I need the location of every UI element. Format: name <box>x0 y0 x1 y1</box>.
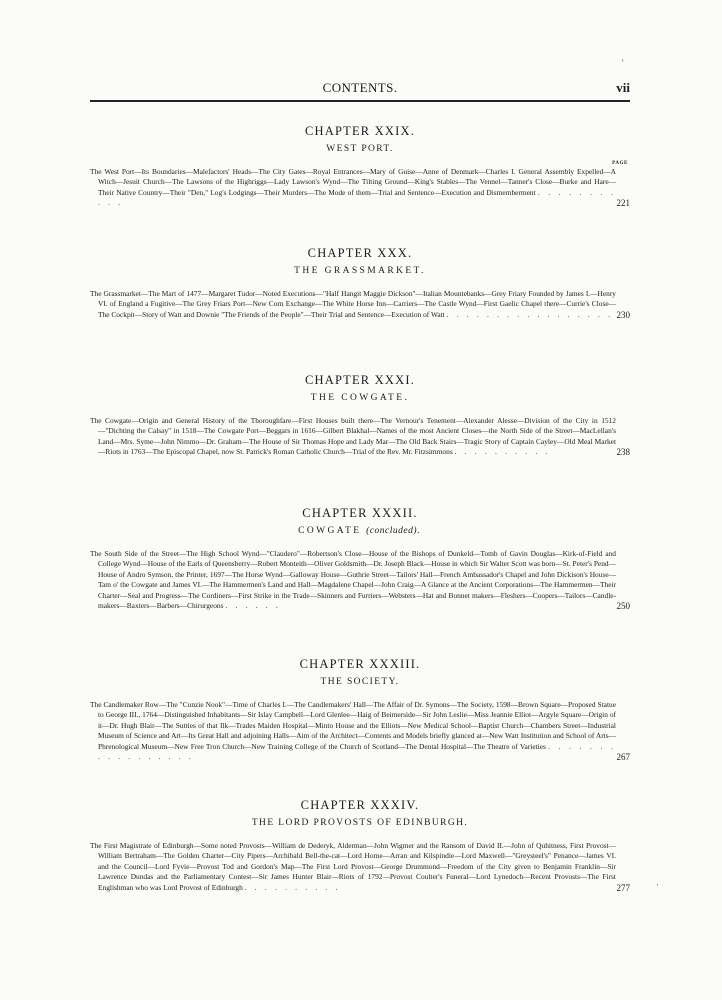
page-number: 267 <box>616 752 630 763</box>
chapter-number: CHAPTER XXXIV. <box>300 798 420 812</box>
chapter-number: CHAPTER XXX. <box>307 246 413 260</box>
running-head <box>90 80 630 100</box>
summary-text: The South Side of the Street—The High School Wynd—"Claudero"—Robertson's Close—House of the Bishops of Dunkeld—Tomb of Gavin Douglas—Kirk-of-Field and College Wynd—House of the Earls of Queensberry—Robert Monteith—Oliver Goldsmith—Dr. Joseph Black—House in which Sir Walter Scott was born—St. Peter's Pend—House of Andro Symson, the Printer, 1697—The Horse Wynd—Galloway House—Guthrie Street—Tailors' Hall—French Ambassador's Chapel and John Dickison's House—Tam o' the Cowgate and James VI.—The Hammermen's Land and Hall—Magdalene Chapel—John Craig—A Glance at the Ancient Corporations—The Hammermen—Their Charter—Seal and Progress—The Cordiners—First Strike in the Trade—Skinners and Furriers—Websters—Hat and Bonnet makers—Fleshers—Coopers—Tailors—Candle-makers—Baxters—Barbers—Chirurgeons <box>90 549 616 611</box>
page-folio: vii <box>616 80 630 95</box>
chapter-number: CHAPTER XXXII. <box>302 506 418 520</box>
leader-dots: . . . . . . . . . . . . . . . . . <box>98 741 616 762</box>
chapter-title: THE COWGATE. <box>310 393 410 403</box>
leader-dots: . . . . . . . . . . . <box>98 187 616 208</box>
summary-text: The Candlemaker Row—The "Cunzie Nook"—Time of Charles I.—The Candlemakers' Hall—The Affair of Dr. Symons—The Society, 1598—Brown Square—Proposed Statue to George III., 1764—Distinguished Inhabitants—Sir Islay Campbell—Lord Glenlee—Haig of Beimerside—Sir John Leslie—Miss Jeannie Elliot—Argyle Square—Origin of it—Dr. Hugh Blair—The Sutties of that Ilk—Trades Maiden Hospital—Minto House and the Elliots—New Medical School—Baptist Church—Chambers Street—Industrial Museum of Science and Art—Its Great Hall and adjoining Halls—Aim of the Architect—Contents and Models briefly glanced at—New Watt Institution and School of Arts—Phrenological Museum—New Free Tron Church—New Training College of the Church of Scotland—The Dental Hospital—The Theatre of Varieties <box>90 700 616 751</box>
page-number: 221 <box>616 198 630 209</box>
chapter-title: THE SOCIETY. <box>320 677 400 687</box>
leader-dots: . . . . . . <box>225 601 281 611</box>
summary-text: The West Port—Its Boundaries—Malefactors' Heads—The City Gates—Royal Entrances—Mary of Guise—Anne of Denmark—Charles I. General Assembly Expelled—A Witch—Jesuit Church—The Lawsons of the Highriggs—Lady Lawson's Wynd—The Tilting Ground—King's Stables—The Vennel—Tanner's Close—Burke and Hare—Their Native Country—Their "Den," Log's Lodgings—Their Murders—The Mode of them—Trial and Sentence—Execution and Dismemberment <box>90 167 616 197</box>
chapter-entry <box>90 657 630 762</box>
summary-text: The Cowgate—Origin and General History of the Thoroughfare—First Houses built there—The Vernour's Tenement—Alexander Alesse—Division of the City in 1512—"Dichting the Calsay" in 1518—The Cowgate Port—Beggars in 1616—Gilbert Blakhal—Names of the most Ancient Closes—the North Side of the Street—MacLellan's Land—Mrs. Syme—John Nimmo—Dr. Graham—The House of Sir Thomas Hope and Lady Mar—The Old Back Stairs—Tragic Story of Captain Cayley—Old Meal Market—Riots in 1763—The Episcopal Chapel, now St. Patrick's Roman Catholic Church—Trial of the Rev. Mr. Fitzsimmons <box>90 416 616 457</box>
page-column-label: PAGE <box>612 161 628 166</box>
page-number: 230 <box>616 309 630 320</box>
page-number: 250 <box>616 601 630 612</box>
chapter-title: THE GRASSMARKET. <box>294 266 426 276</box>
print-speck: ' <box>622 58 624 68</box>
chapter-title: THE LORD PROVOSTS OF EDINBURGH. <box>251 818 469 828</box>
chapter-title: COWGATE (concluded). <box>298 526 422 536</box>
chapter-entry <box>90 506 630 611</box>
chapter-summary <box>90 549 630 611</box>
chapter-summary <box>90 841 630 893</box>
print-speck: · <box>656 880 659 890</box>
header-rule <box>90 100 630 102</box>
chapter-summary <box>90 700 630 762</box>
chapter-number: CHAPTER XXIX. <box>304 124 416 138</box>
summary-text: The First Magistrate of Edinburgh—Some noted Provosts—William de Dederyk, Alderman—John Wigmer and the Ransom of David II.—John of Quhitness, First Provost—William Bertraham—The Golden Charter—City Pipers—Archibald Bell-the-cat—Lord Home—Arran and Kilspindie—Lord Maxwell—"Greysteel's" Penance—James VI. and the Council—Lord Fyvie—Provost Tod and Gordon's Map—The First Lord Provost—George Drummond—Freedom of the City given to Benjamin Franklin—Sir Lawrence Dundas and the Parliamentary Contest—Sir James Hunter Blair—Riots of 1792—Provost Coulter's Funeral—Lord Lynedoch—Recent Provosts—The First Englishman who was Lord Provost of Edinburgh <box>90 841 616 892</box>
chapter-summary <box>90 289 630 320</box>
leader-dots: . . . . . . . . . . <box>454 447 551 457</box>
leader-dots: . . . . . . . . . . . . . . . . . <box>446 309 614 319</box>
chapter-entry <box>90 798 630 893</box>
chapter-entry <box>90 124 630 209</box>
chapter-entry <box>90 246 630 320</box>
page-title: CONTENTS. <box>322 80 398 95</box>
chapter-number: CHAPTER XXXI. <box>304 373 416 387</box>
chapter-summary <box>90 167 630 209</box>
page-number: 277 <box>616 882 630 893</box>
leader-dots: . . . . . . . . . . <box>244 882 341 892</box>
page-number: 238 <box>616 447 630 458</box>
chapter-summary <box>90 416 630 458</box>
chapter-title: WEST PORT. <box>326 144 394 154</box>
chapter-entry <box>90 373 630 458</box>
chapter-number: CHAPTER XXXIII. <box>299 657 421 671</box>
summary-text: The Grassmarket—The Mart of 1477—Margaret Tudor—Noted Executions—"Half Hangit Maggie Dickson"—Italian Mountebanks—Grey Friary Founded by James I.—Henry VI. of England a Fugitive—The Grey Friars Port—New Corn Exchange—The White Horse Inn—Carriers—The Castle Wynd—First Gaelic Chapel there—Currie's Close—The Cockpit—Story of Watt and Downie "The Friends of the People"—Their Trial and Sentence—Execution of Watt <box>90 289 616 319</box>
